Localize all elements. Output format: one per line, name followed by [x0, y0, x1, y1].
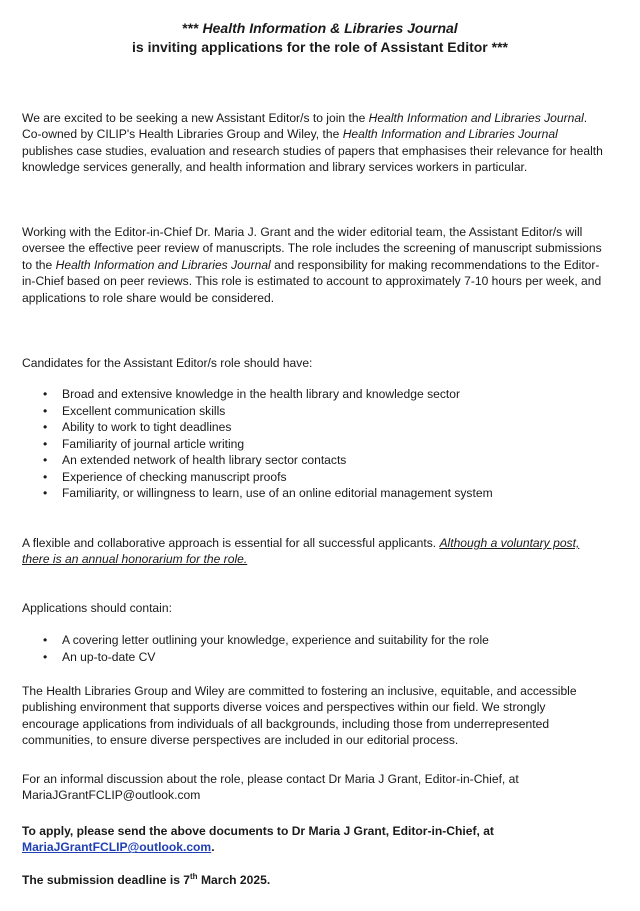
list-item-text: Familiarity of journal article writing — [62, 436, 245, 451]
list-item-text: A covering letter outlining your knowledge, experience and suitability for the role — [62, 633, 489, 647]
bullet-icon: • — [43, 420, 48, 434]
candidate-requirement-item — [22, 419, 604, 436]
apply-email-link[interactable]: MariaJGrantFCLIP@outlook.com — [22, 840, 212, 855]
application-content-item — [22, 649, 604, 666]
bullet-icon: • — [43, 403, 48, 418]
list-item-text: Broad and extensive knowledge in the health library and knowledge sector — [62, 387, 461, 401]
bullet-icon: • — [43, 633, 48, 647]
candidate-requirement-item — [22, 469, 604, 486]
apply-paragraph: To apply, please send the above documents to Dr Maria J Grant, Editor-in-Chief, at MariaJGrantFCLIP@outlook.com. — [22, 824, 494, 855]
bullet-icon: • — [43, 469, 48, 484]
title-line-1: *** Health Information & Libraries Journal — [182, 20, 458, 36]
contact-paragraph: For an informal discussion about the role, please contact Dr Maria J Grant, Editor-in-Chief, at MariaJGrantFCLIP@outlook.com — [22, 772, 519, 803]
applications-intro: Applications should contain: — [22, 601, 172, 615]
honorarium-note: Although a voluntary post, there is an annual honorarium for the role. — [22, 536, 580, 567]
candidates-intro: Candidates for the Assistant Editor/s role should have: — [22, 356, 313, 370]
inclusion-paragraph: The Health Libraries Group and Wiley are committed to fostering an inclusive, equitable, and accessible publishing environment that supports diverse voices and perspectives within our field. We strongly encourage applications from individuals of all backgrounds, including those from underrepresented communities, to ensure diverse perspectives are included in our editorial process. — [22, 684, 577, 748]
intro-paragraph: We are excited to be seeking a new Assistant Editor/s to join the Health Information and Libraries Journal. Co-owned by CILIP's Health Libraries Group and Wiley, the Health Information and Libraries Journal publishes case studies, evaluation and research studies of papers that emphasises their relevance for health knowledge services generally, and health information and library services workers in particular. — [22, 111, 603, 175]
applications-list — [22, 632, 604, 665]
bullet-icon: • — [43, 387, 48, 401]
bullet-icon: • — [43, 649, 48, 664]
contact-email: MariaJGrantFCLIP@outlook.com — [22, 788, 201, 803]
list-item-text: Ability to work to tight deadlines — [62, 420, 232, 434]
candidate-requirement-item — [22, 452, 604, 469]
list-item-text: Familiarity, or willingness to learn, use of an online editorial management system — [62, 486, 493, 500]
title-line-2: is inviting applications for the role of Assistant Editor *** — [132, 39, 508, 55]
list-item-text: Excellent communication skills — [62, 403, 226, 418]
list-item-text: An extended network of health library sector contacts — [62, 453, 347, 467]
journal-name: Health Information & Libraries Journal — [202, 20, 458, 36]
list-item-text: Experience of checking manuscript proofs — [62, 469, 287, 484]
candidate-requirement-item — [22, 436, 604, 453]
candidate-requirement-item — [22, 386, 604, 403]
bullet-icon: • — [43, 453, 48, 467]
list-item-text: An up-to-date CV — [62, 649, 156, 664]
candidate-requirement-item — [22, 485, 604, 502]
bullet-icon: • — [43, 486, 48, 500]
deadline-paragraph: The submission deadline is 7th March 2025. — [22, 871, 271, 887]
candidates-list — [22, 386, 604, 502]
application-content-item — [22, 632, 604, 649]
candidate-requirement-item — [22, 403, 604, 420]
role-paragraph: Working with the Editor-in-Chief Dr. Maria J. Grant and the wider editorial team, the Assistant Editor/s will oversee the effective peer review of manuscripts. The role includes the screening of manuscript submissions to the Health Information and Libraries Journal and responsibility for making recommendations to the Editor-in-Chief based on peer reviews. This role is estimated to account to approximately 7-10 hours per week, and applications to role share would be considered. — [22, 225, 602, 305]
approach-paragraph: A flexible and collaborative approach is essential for all successful applicants. Although a voluntary post, there is an annual honorarium for the role. — [22, 536, 580, 567]
bullet-icon: • — [43, 436, 48, 451]
